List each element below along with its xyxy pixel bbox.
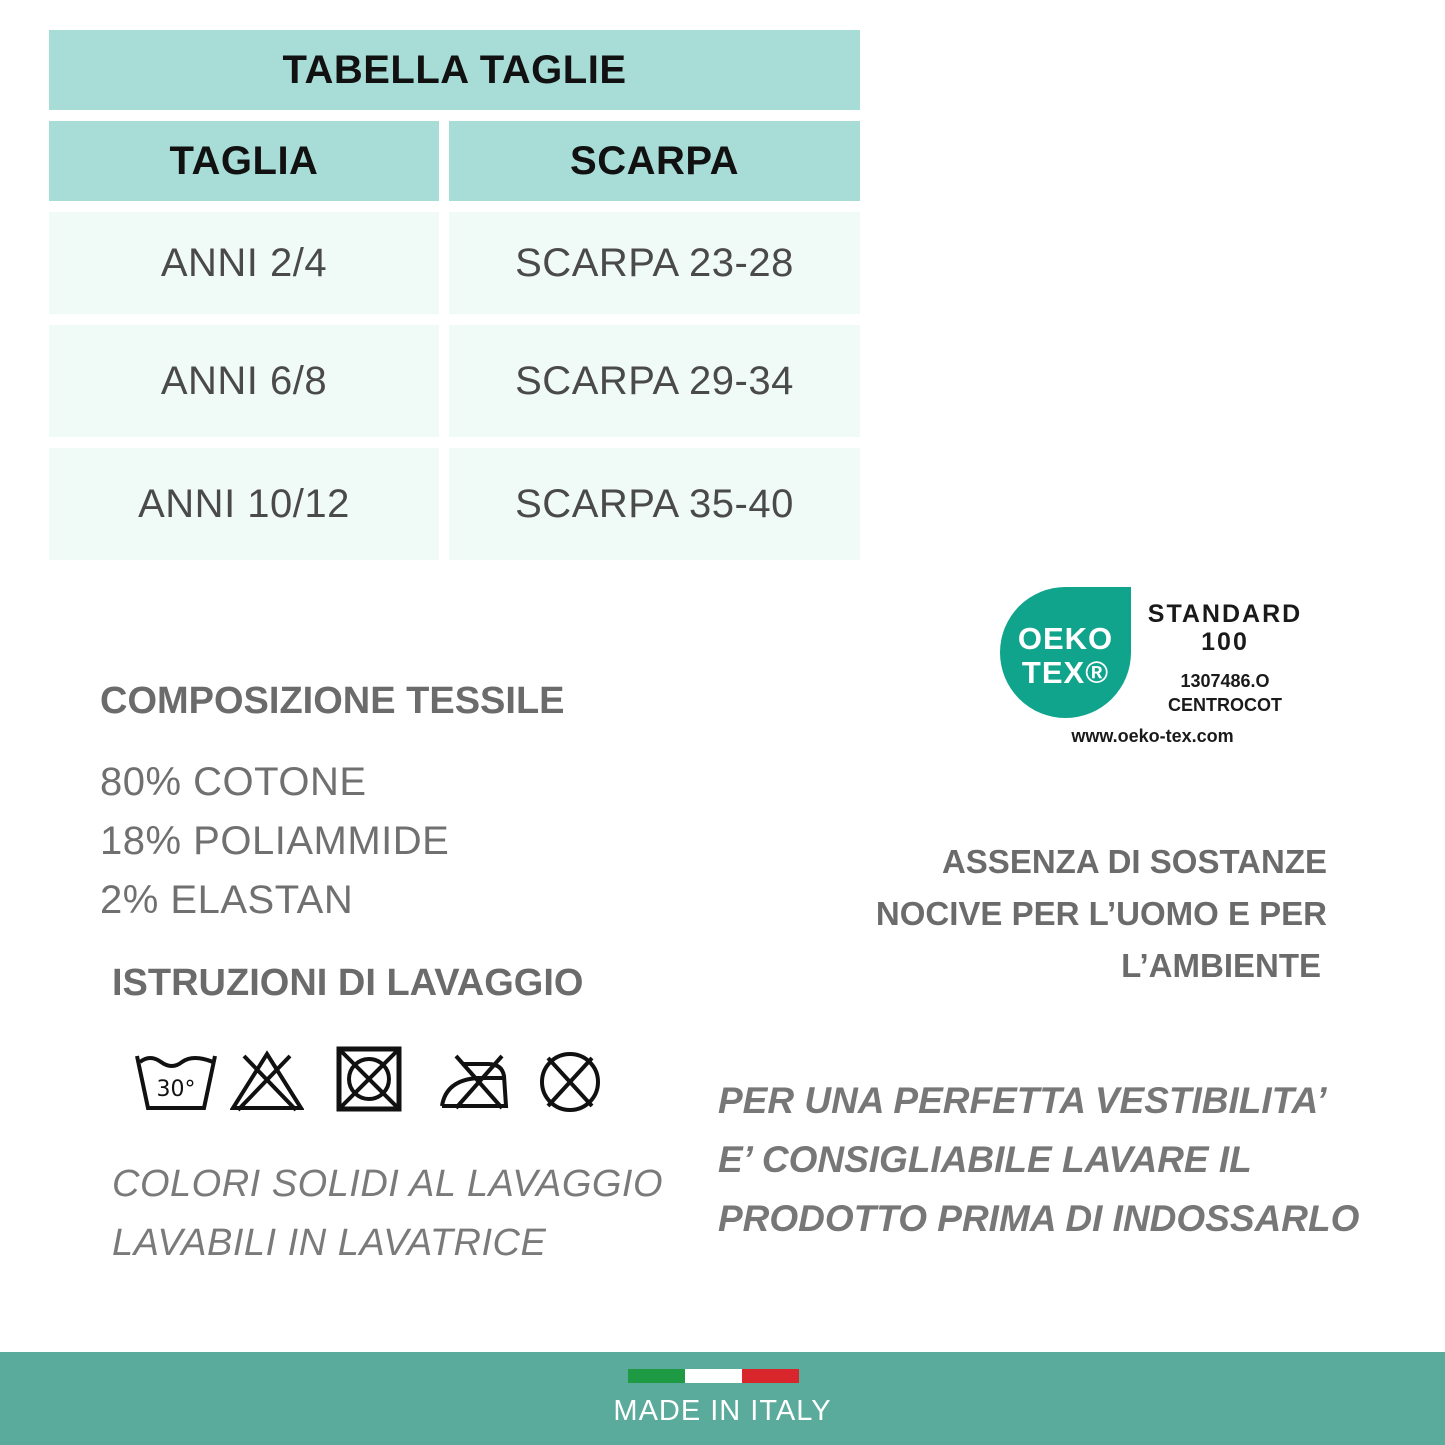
no-dry-clean-icon xyxy=(538,1050,602,1114)
oeko-tex-brand-line1: OEKO xyxy=(1017,621,1114,656)
size-table-header-taglia: TAGLIA xyxy=(49,121,439,201)
advice-line: E’ CONSIGLIABILE LAVARE IL xyxy=(718,1139,1252,1180)
composition-title: COMPOSIZIONE TESSILE xyxy=(100,680,565,722)
composition-item: 80% COTONE xyxy=(100,760,367,804)
advice-line: PRODOTTO PRIMA DI INDOSSARLO xyxy=(718,1198,1360,1239)
italy-flag-green-icon xyxy=(628,1369,685,1383)
oeko-tex-standard-number: 100 xyxy=(1201,628,1249,656)
oeko-tex-certificate: 1307486.O xyxy=(1180,671,1270,691)
washing-note: LAVABILI IN LAVATRICE xyxy=(112,1222,547,1264)
wash-30-icon xyxy=(134,1050,218,1112)
size-table-cell: SCARPA 29-34 xyxy=(449,325,860,437)
no-tumble-dry-icon xyxy=(336,1046,402,1112)
oeko-tex-standard: STANDARD xyxy=(1147,600,1303,628)
size-table-cell: SCARPA 35-40 xyxy=(449,448,860,560)
oeko-tex-brand-line2: TEX® xyxy=(1021,655,1110,690)
size-table-cell: ANNI 10/12 xyxy=(49,448,439,560)
safety-claim-line: NOCIVE PER L’UOMO E PER xyxy=(875,895,1327,932)
italy-flag-white-icon xyxy=(685,1369,742,1383)
safety-claim-line: L’AMBIENTE xyxy=(1121,947,1321,984)
no-bleach-icon xyxy=(230,1050,304,1112)
composition-item: 2% ELASTAN xyxy=(100,878,354,922)
wash-temperature-label: 30° xyxy=(156,1077,196,1102)
safety-claim-line: ASSENZA DI SOSTANZE xyxy=(941,843,1327,880)
no-iron-icon xyxy=(438,1050,510,1110)
oeko-tex-institute: CENTROCOT xyxy=(1168,695,1282,715)
size-table-cell: ANNI 6/8 xyxy=(49,325,439,437)
size-table-title: TABELLA TAGLIE xyxy=(49,30,860,110)
washing-note: COLORI SOLIDI AL LAVAGGIO xyxy=(112,1163,664,1205)
oeko-tex-website: www.oeko-tex.com xyxy=(1071,726,1234,746)
italy-flag-red-icon xyxy=(742,1369,799,1383)
washing-title: ISTRUZIONI DI LAVAGGIO xyxy=(112,962,584,1004)
made-in-italy-label: MADE IN ITALY xyxy=(613,1395,832,1427)
size-table-cell: SCARPA 23-28 xyxy=(449,212,860,314)
advice-line: PER UNA PERFETTA VESTIBILITA’ xyxy=(718,1080,1327,1121)
size-table-header-scarpa: SCARPA xyxy=(449,121,860,201)
size-table-cell: ANNI 2/4 xyxy=(49,212,439,314)
composition-item: 18% POLIAMMIDE xyxy=(100,819,450,863)
